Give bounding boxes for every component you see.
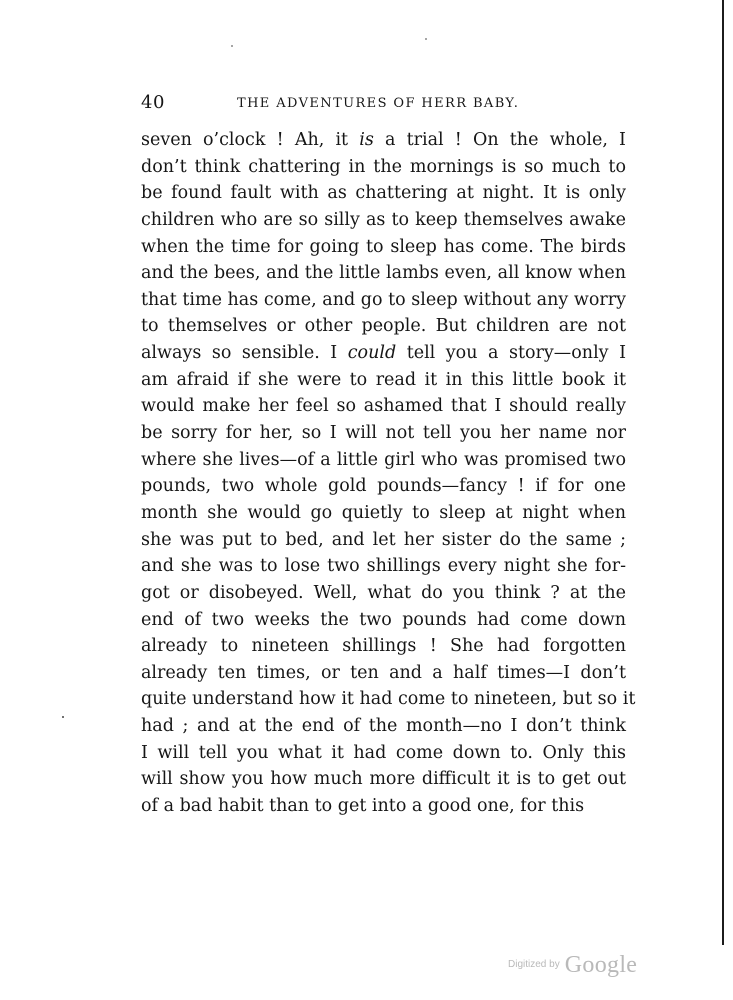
text-line <box>141 393 626 420</box>
text-segment: would make her feel so ashamed that I should really <box>141 396 626 417</box>
text-line <box>141 447 626 474</box>
text-line <box>141 180 626 207</box>
digitized-by-label: Digitized by <box>508 959 560 970</box>
text-line <box>141 527 626 554</box>
text-line <box>141 287 626 314</box>
text-line <box>141 580 626 607</box>
text-line <box>141 313 626 340</box>
text-segment: already to nineteen shillings ! She had forgotten <box>141 636 626 657</box>
text-segment: she was put to bed, and let her sister do the same ; <box>141 529 626 550</box>
text-segment: am afraid if she were to read it in this little book it <box>141 369 626 390</box>
italic-emphasis: is <box>359 130 374 150</box>
text-segment: I will tell you what it had come down to. Only this <box>141 742 626 763</box>
text-segment: already ten times, or ten and a half times—I don’t <box>141 662 626 683</box>
text-line <box>141 553 626 580</box>
text-line <box>141 740 626 767</box>
running-head <box>141 92 601 118</box>
text-line <box>141 340 626 367</box>
text-segment: be sorry for her, so I will not tell you her name nor <box>141 423 626 444</box>
text-segment: a trial ! On the whole, I <box>373 130 626 150</box>
text-segment: quite understand how it had come to nineteen, but so it <box>141 689 636 710</box>
italic-emphasis: could <box>347 343 397 364</box>
text-segment: don’t think chattering in the mornings is so much to <box>141 156 626 177</box>
text-line <box>141 127 626 154</box>
text-line <box>141 473 626 500</box>
text-line <box>141 793 626 820</box>
text-segment: month she would go quietly to sleep at night when <box>141 502 626 523</box>
scan-edge-line <box>722 0 724 945</box>
text-line <box>141 607 626 634</box>
text-segment: where she lives—of a little girl who was promised two <box>141 449 626 470</box>
text-line <box>141 686 636 713</box>
text-segment: end of two weeks the two pounds had come down <box>141 609 626 630</box>
text-segment: that time has come, and go to sleep without any worry <box>141 289 626 310</box>
text-segment: got or disobeyed. Well, what do you think ? at the <box>141 582 626 603</box>
text-segment: will show you how much more difficult it is to get out <box>141 769 626 790</box>
text-segment: when the time for going to sleep has come. The birds <box>141 236 626 257</box>
text-line <box>141 367 626 394</box>
text-line <box>141 633 626 660</box>
text-line <box>141 420 626 447</box>
text-segment: children who are so silly as to keep themselves awake <box>141 209 626 230</box>
scan-speck <box>231 45 233 47</box>
google-logo: Google <box>564 952 638 978</box>
page-number: 40 <box>141 92 165 113</box>
text-segment: always so sensible. I <box>141 343 348 364</box>
running-title: THE ADVENTURES OF HERR BABY. <box>237 96 520 111</box>
text-segment: be found fault with as chattering at night. It is only <box>141 183 626 204</box>
body-text <box>141 127 636 820</box>
text-line <box>141 500 626 527</box>
text-segment: had ; and at the end of the month—no I don’t think <box>141 716 626 737</box>
text-line <box>141 154 626 181</box>
text-segment: seven o’clock ! Ah, it <box>141 130 360 150</box>
scan-speck <box>425 38 427 40</box>
text-segment: pounds, two whole gold pounds—fancy ! if for one <box>141 476 626 497</box>
text-segment: and she was to lose two shillings every night she for- <box>141 556 626 577</box>
text-segment: tell you a story—only I <box>396 343 626 364</box>
digitized-by-google-watermark <box>508 952 637 979</box>
text-line <box>141 713 626 740</box>
text-line <box>141 234 626 261</box>
scan-speck <box>62 716 64 718</box>
text-line <box>141 660 626 687</box>
text-segment: to themselves or other people. But children are not <box>141 316 626 337</box>
text-segment: of a bad habit than to get into a good one, for this <box>141 796 585 817</box>
text-line <box>141 766 626 793</box>
text-line <box>141 207 626 234</box>
text-segment: and the bees, and the little lambs even, all know when <box>141 263 626 284</box>
text-line <box>141 260 626 287</box>
